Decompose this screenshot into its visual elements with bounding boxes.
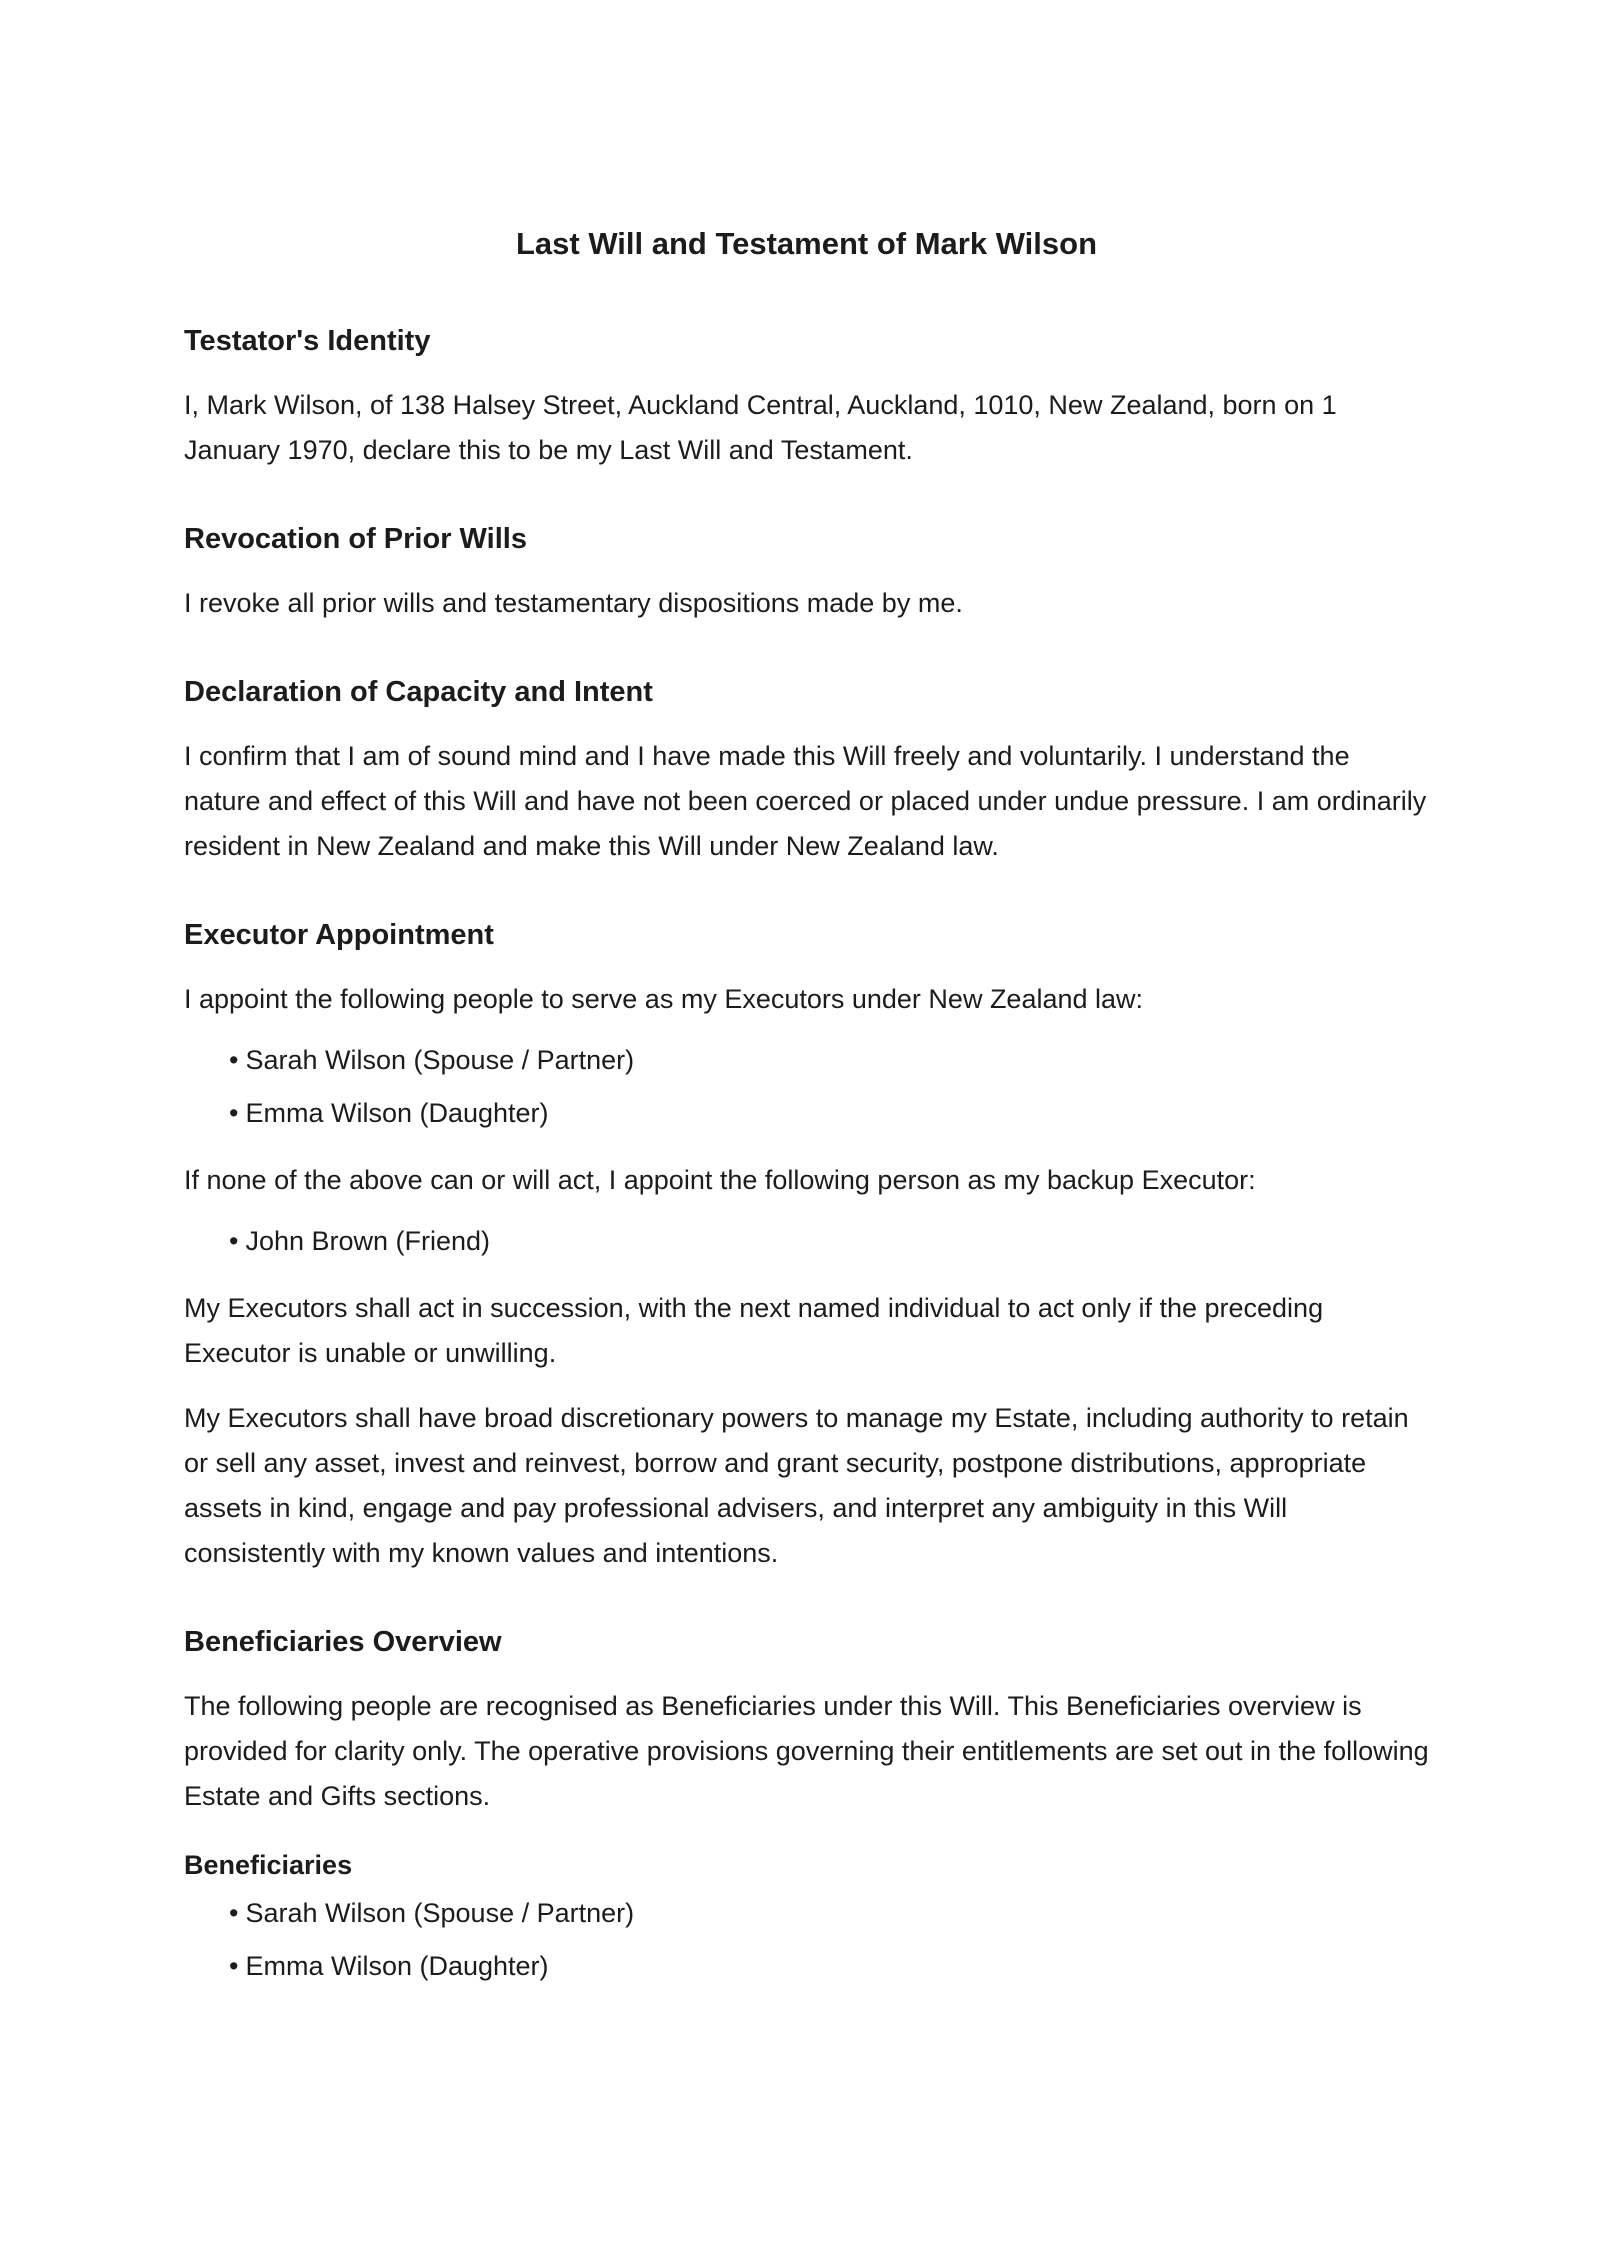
section-heading: Declaration of Capacity and Intent bbox=[184, 676, 653, 708]
section-heading: Revocation of Prior Wills bbox=[184, 523, 527, 555]
section-revocation bbox=[184, 521, 1429, 626]
capacity-paragraph: I confirm that I am of sound mind and I have made this Will freely and voluntarily. I understand the nature and effect of this Will and have not been coerced or placed under undue pressure. I am ordinarily resident in New Zealand and make this Will under New Zealand law. bbox=[184, 741, 1427, 861]
list-item: • Sarah Wilson (Spouse / Partner) bbox=[229, 1034, 1429, 1087]
beneficiaries-subheading: Beneficiaries bbox=[184, 1850, 353, 1880]
section-executor-appointment bbox=[184, 917, 1429, 1576]
beneficiaries-list bbox=[184, 1887, 1429, 1993]
backup-executors-list bbox=[184, 1215, 1429, 1268]
document-page bbox=[184, 224, 1429, 2041]
section-beneficiaries-overview bbox=[184, 1624, 1429, 1993]
executors-powers-paragraph: My Executors shall have broad discretionary powers to manage my Estate, including authority to retain or sell any asset, invest and reinvest, borrow and grant security, postpone distributions, appropriate assets in kind, engage and pay professional advisers, and interpret any ambiguity in this Will consistently with my known values and intentions. bbox=[184, 1403, 1409, 1568]
identity-paragraph: I, Mark Wilson, of 138 Halsey Street, Auckland Central, Auckland, 1010, New Zealand, born on 1 January 1970, declare this to be my Last Will and Testament. bbox=[184, 390, 1337, 465]
beneficiaries-paragraph: The following people are recognised as Beneficiaries under this Will. This Beneficiaries overview is provided for clarity only. The operative provisions governing their entitlements are set out in the following Estate and Gifts sections. bbox=[184, 1691, 1429, 1811]
section-heading: Beneficiaries Overview bbox=[184, 1626, 502, 1658]
executors-succession-paragraph: My Executors shall act in succession, with the next named individual to act only if the preceding Executor is unable or unwilling. bbox=[184, 1293, 1324, 1368]
revocation-paragraph: I revoke all prior wills and testamentary dispositions made by me. bbox=[184, 588, 963, 618]
section-heading: Testator's Identity bbox=[184, 325, 431, 357]
executors-intro: I appoint the following people to serve as my Executors under New Zealand law: bbox=[184, 984, 1144, 1014]
list-item: • Emma Wilson (Daughter) bbox=[229, 1087, 1429, 1140]
section-capacity-intent bbox=[184, 674, 1429, 869]
list-item: • Emma Wilson (Daughter) bbox=[229, 1940, 1429, 1993]
list-item: • Sarah Wilson (Spouse / Partner) bbox=[229, 1887, 1429, 1940]
list-item: • John Brown (Friend) bbox=[229, 1215, 1429, 1268]
section-heading: Executor Appointment bbox=[184, 919, 494, 951]
primary-executors-list bbox=[184, 1034, 1429, 1140]
backup-executor-intro: If none of the above can or will act, I appoint the following person as my backup Executor: bbox=[184, 1165, 1256, 1195]
document-title: Last Will and Testament of Mark Wilson bbox=[515, 226, 1098, 261]
section-testator-identity bbox=[184, 323, 1429, 473]
